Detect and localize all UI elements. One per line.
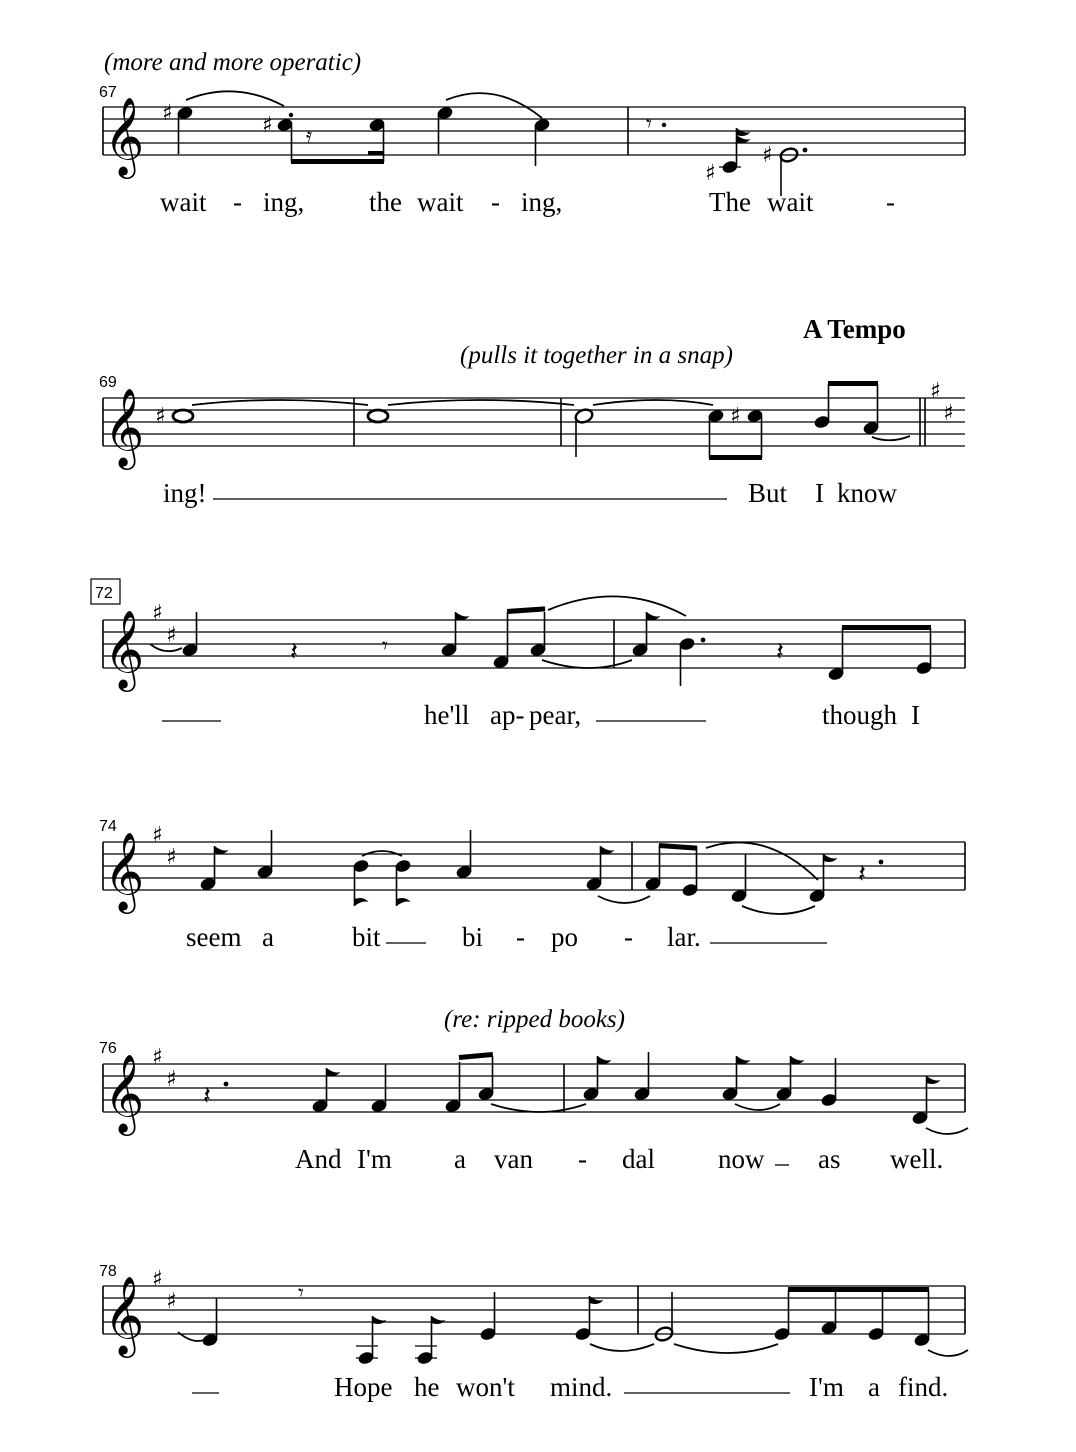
measure-number: 76 <box>99 1040 117 1057</box>
lyrics <box>162 700 920 730</box>
system-4 <box>99 818 965 952</box>
lyric-syllable: po <box>551 922 578 952</box>
eighth-rest-icon: 𝄾 <box>298 1281 304 1306</box>
sharp-icon: ♯ <box>762 143 773 168</box>
expression-direction: (pulls it together in a snap) <box>460 342 733 369</box>
staff-lines <box>103 842 965 890</box>
lyric-syllable: dal <box>622 1144 655 1174</box>
beam <box>659 843 697 851</box>
lyric-syllable: ap- <box>490 700 525 730</box>
quarter-rest-icon: 𝄽 <box>858 859 866 889</box>
sharp-icon: ♯ <box>166 1289 177 1314</box>
treble-clef-icon: 𝄞 <box>104 1054 145 1133</box>
lyric-syllable: seem <box>186 922 242 952</box>
slur <box>706 842 818 880</box>
sharp-icon: ♯ <box>943 401 954 426</box>
sharp-icon: ♯ <box>152 601 163 626</box>
beam <box>459 1052 493 1060</box>
lyric-syllable: bi <box>462 922 484 952</box>
measure-number: 69 <box>99 374 117 391</box>
lyric-hyphen: - <box>624 922 633 952</box>
beam <box>788 1287 929 1292</box>
lyric-syllable: van <box>494 1144 533 1174</box>
dot <box>701 638 706 643</box>
lyric-syllable: well. <box>890 1144 944 1174</box>
lyric-syllable: a <box>262 922 274 952</box>
lyrics <box>160 187 895 217</box>
key-signature <box>152 601 177 648</box>
notes <box>162 101 807 196</box>
dot <box>879 860 884 865</box>
lyric-hyphen: - <box>578 1144 587 1174</box>
sharp-icon: ♯ <box>930 379 941 404</box>
staff-lines <box>103 398 965 446</box>
notes <box>203 1052 941 1126</box>
lyric-hyphen: - <box>233 187 242 217</box>
ties <box>590 1344 968 1356</box>
slur <box>548 596 686 616</box>
treble-clef-icon: 𝄞 <box>104 832 145 911</box>
lyrics <box>186 922 827 952</box>
lyric-syllable: he <box>414 1372 440 1402</box>
lyric-syllable: wait <box>417 187 464 217</box>
lyric-syllable: the <box>369 187 402 217</box>
measure-number: 74 <box>99 818 117 835</box>
notes <box>155 381 880 460</box>
lyric-syllable: wait <box>160 187 207 217</box>
lyric-hyphen: - <box>491 187 500 217</box>
treble-clef-icon: 𝄞 <box>104 1276 145 1355</box>
lyric-syllable: he'll <box>424 700 470 730</box>
notes <box>178 1281 931 1366</box>
lyric-syllable: as <box>818 1144 841 1174</box>
system-3 <box>91 579 965 730</box>
quarter-rest-icon: 𝄽 <box>203 1081 211 1111</box>
lyric-syllable: Hope <box>334 1372 393 1402</box>
key-signature <box>152 823 177 870</box>
measure-number: 72 <box>95 585 113 602</box>
sharp-icon: ♯ <box>166 623 177 648</box>
sharp-icon: ♯ <box>705 161 716 186</box>
beam <box>828 381 878 386</box>
system-2 <box>99 314 965 508</box>
lyric-hyphen: - <box>886 187 895 217</box>
sixteenth-rest-icon: 𝄿 <box>306 123 313 147</box>
notes <box>150 606 933 686</box>
system-1 <box>99 49 965 217</box>
key-signature <box>152 1267 177 1314</box>
expression-direction: (re: ripped books) <box>444 1006 625 1033</box>
quarter-rest-icon: 𝄽 <box>290 637 298 667</box>
system-6 <box>99 1263 968 1402</box>
lyric-syllable: bit <box>352 922 381 952</box>
lyric-syllable: won't <box>456 1372 515 1402</box>
ties <box>491 1104 968 1134</box>
sharp-icon: ♯ <box>152 1045 163 1070</box>
lyric-syllable: now <box>718 1144 765 1174</box>
lyric-syllable: though <box>822 700 898 730</box>
lyric-syllable: I'm <box>809 1372 844 1402</box>
staff-lines <box>103 107 965 155</box>
lyrics <box>192 1372 948 1402</box>
lyric-syllable: lar. <box>667 922 701 952</box>
lyric-syllable: ing, <box>521 187 563 217</box>
tie <box>742 906 815 914</box>
eighth-rest-icon: 𝄾 <box>382 634 388 659</box>
treble-clef-icon: 𝄞 <box>104 97 145 176</box>
lyric-syllable: And <box>295 1144 342 1174</box>
lyric-syllable: find. <box>898 1372 949 1402</box>
dot <box>224 1082 229 1087</box>
sharp-icon: ♯ <box>155 404 166 429</box>
lyric-syllable: mind. <box>550 1372 613 1402</box>
key-signature <box>152 1045 177 1092</box>
lyric-syllable: The <box>709 187 751 217</box>
beam <box>291 159 384 164</box>
measure-number: 78 <box>99 1263 117 1280</box>
beam <box>368 151 384 155</box>
sharp-icon: ♯ <box>152 823 163 848</box>
lyric-syllable: wait <box>767 187 814 217</box>
lyric-syllable: know <box>837 478 897 508</box>
whole-note <box>173 410 193 422</box>
tempo-marking: A Tempo <box>803 314 906 344</box>
dot <box>803 148 808 153</box>
eighth-rest-icon: 𝄾 <box>646 112 652 137</box>
staccato-dot <box>289 113 293 117</box>
tie <box>598 896 650 903</box>
lyric-syllable: pear, <box>529 700 582 730</box>
lyric-syllable: I'm <box>357 1144 392 1174</box>
tie <box>542 660 632 668</box>
lyric-syllable: I <box>911 700 920 730</box>
lyric-syllable: But <box>748 478 788 508</box>
staff-lines <box>103 620 965 668</box>
sharp-icon: ♯ <box>166 845 177 870</box>
beam <box>507 606 545 614</box>
lyric-syllable: I <box>815 478 824 508</box>
sharp-icon: ♯ <box>152 1267 163 1292</box>
slurs <box>186 91 542 118</box>
measure-number: 67 <box>99 84 117 101</box>
sharp-icon: ♯ <box>730 404 741 429</box>
beam <box>842 625 931 630</box>
lyric-hyphen: - <box>516 922 525 952</box>
lyric-syllable: ing, <box>263 187 305 217</box>
sharp-icon: ♯ <box>262 113 273 138</box>
whole-note <box>368 410 388 422</box>
dot <box>662 123 666 127</box>
treble-clef-icon: 𝄞 <box>104 388 145 467</box>
key-signature <box>930 379 954 426</box>
lyric-syllable: ing! <box>163 478 207 508</box>
lyric-syllable: a <box>454 1144 466 1174</box>
treble-clef-icon: 𝄞 <box>104 610 145 689</box>
quarter-rest-icon: 𝄽 <box>776 637 784 667</box>
sharp-icon: ♯ <box>166 1067 177 1092</box>
lyrics <box>295 1144 943 1174</box>
sharp-icon: ♯ <box>162 101 173 126</box>
expression-direction: (more and more operatic) <box>104 49 362 76</box>
lyrics <box>163 478 898 508</box>
system-5 <box>99 1006 968 1174</box>
beam <box>709 455 762 460</box>
lyric-syllable: a <box>868 1372 880 1402</box>
